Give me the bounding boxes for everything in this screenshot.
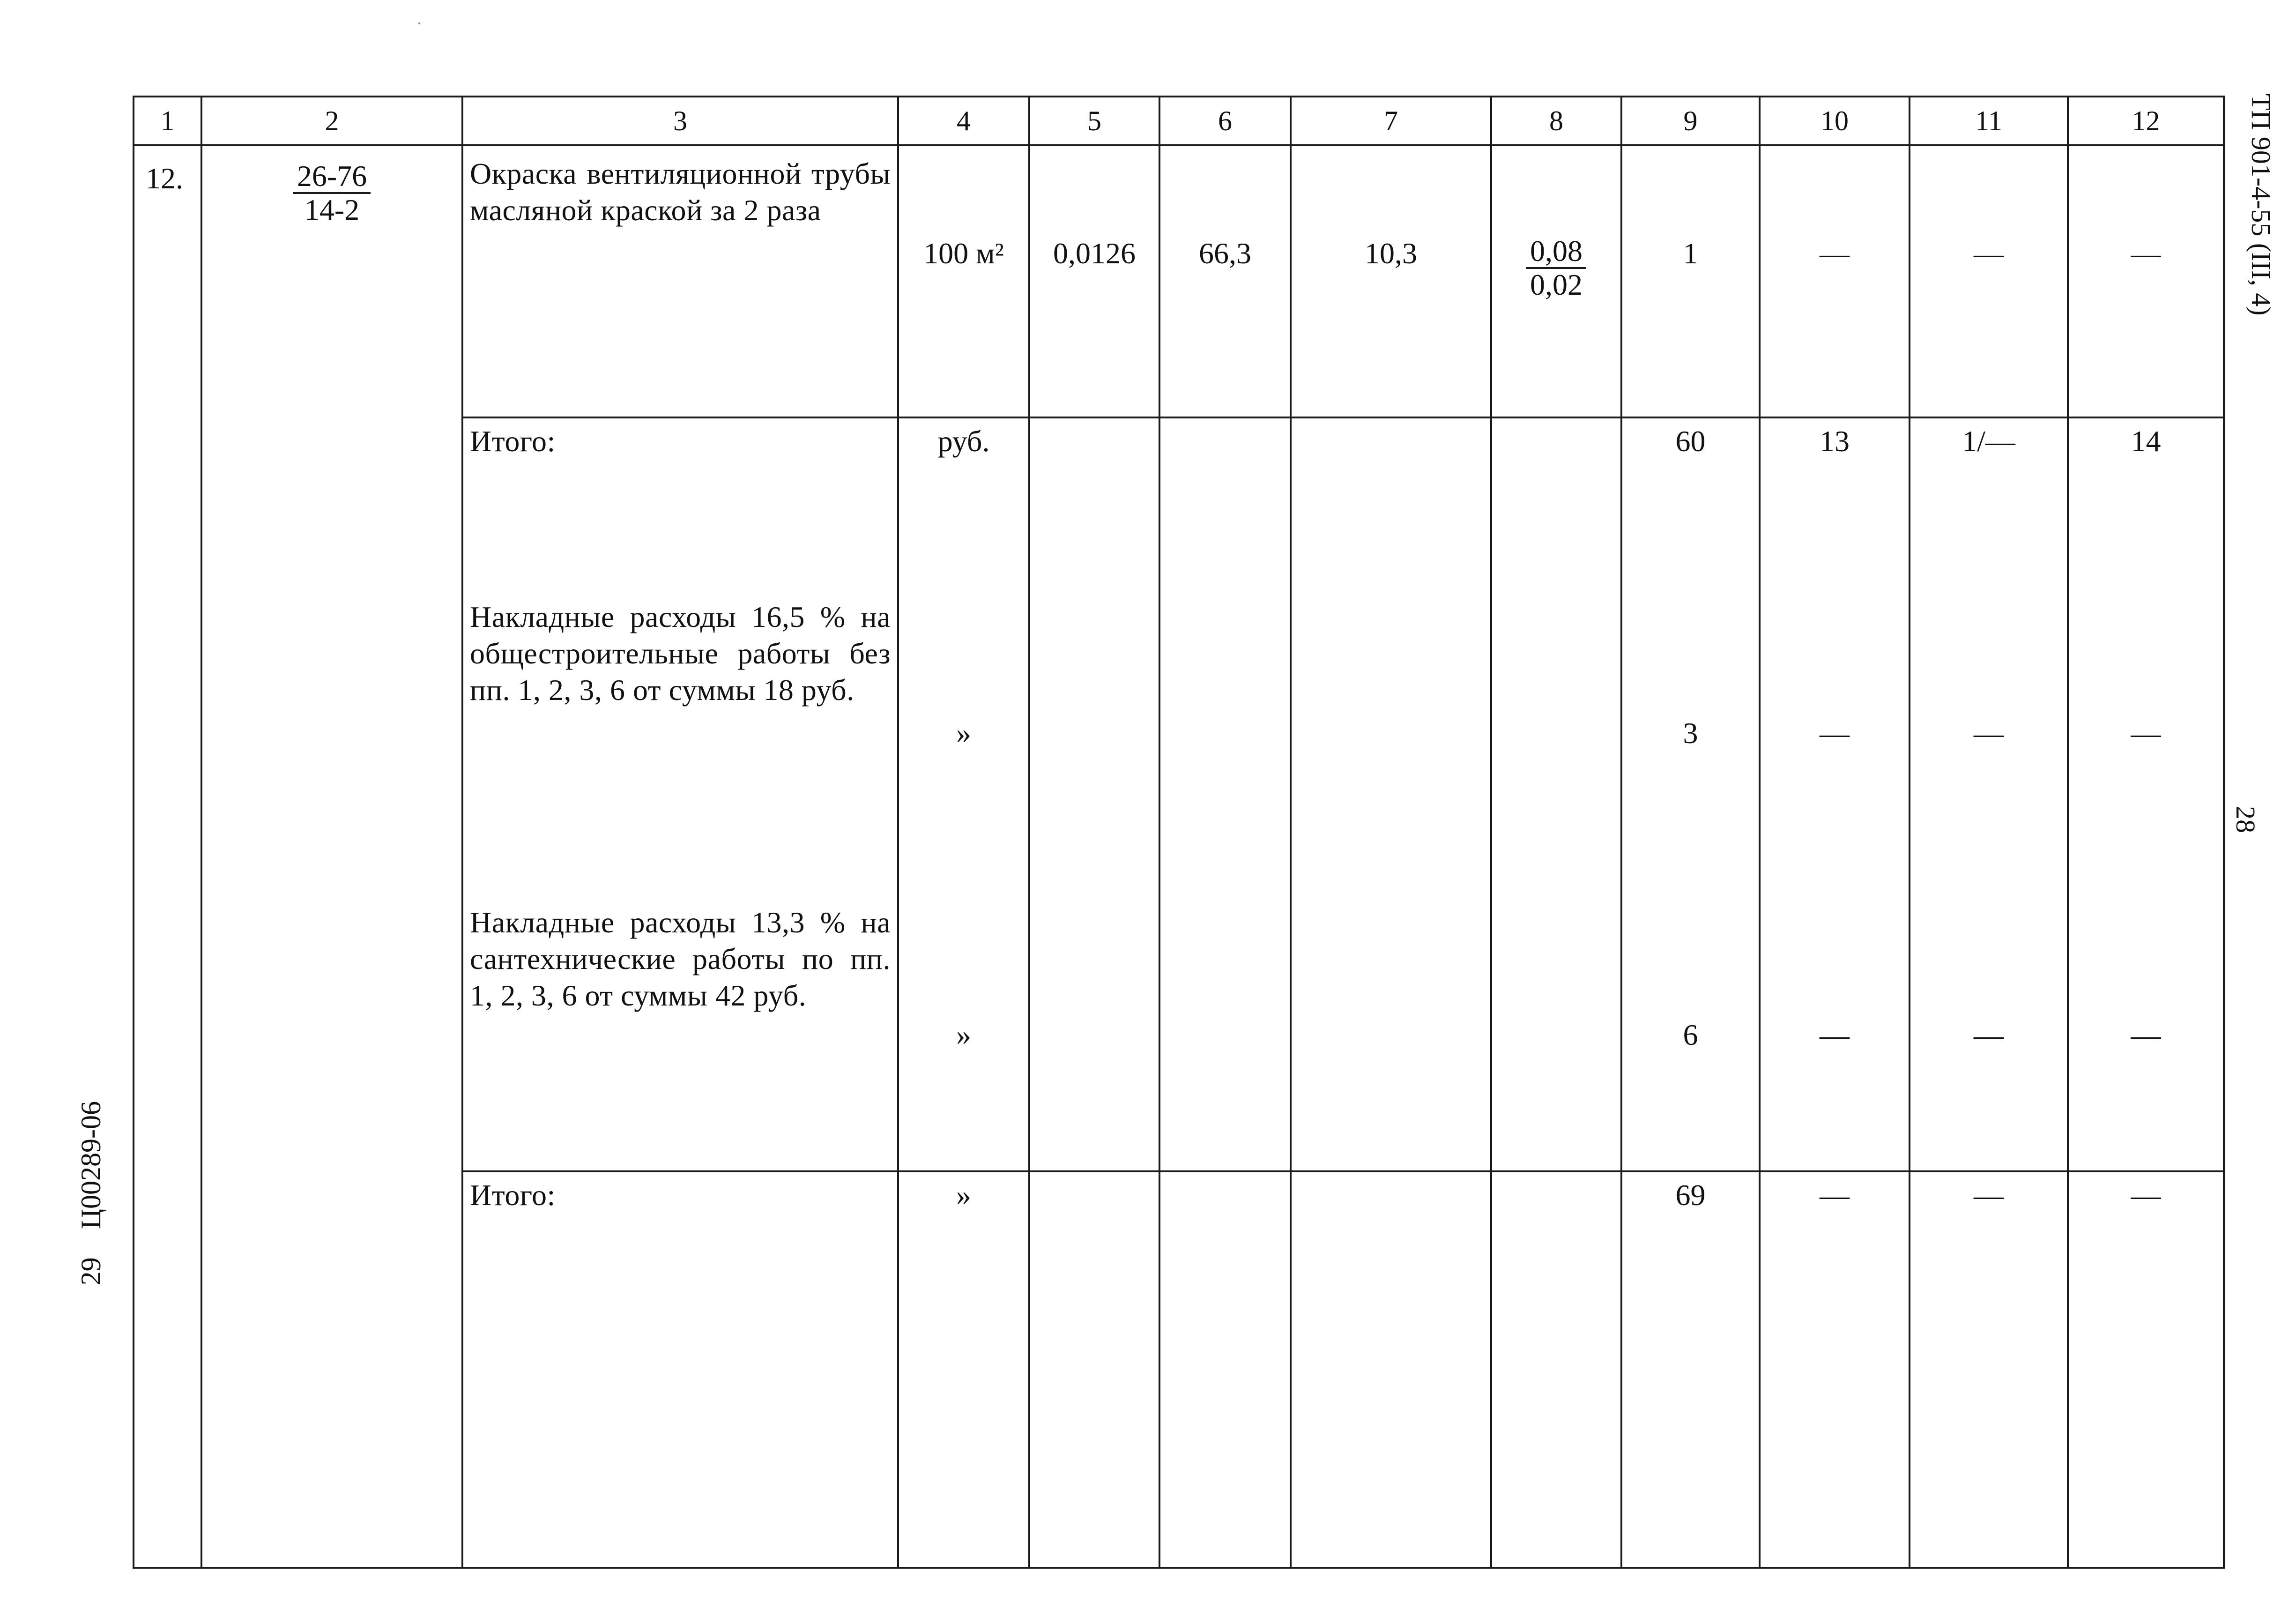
subtotal-col6 (1159, 417, 1291, 599)
col-header-7: 7 (1291, 97, 1491, 145)
item-col11: — (1910, 145, 2068, 417)
item-col7: 10,3 (1291, 145, 1491, 417)
overhead-general-col10: — (1760, 599, 1910, 904)
page-number-right: 28 (2230, 806, 2261, 833)
total-col8 (1491, 1171, 1621, 1568)
overhead-plumbing-col8 (1491, 904, 1621, 1172)
total-col12: — (2068, 1171, 2224, 1568)
row-number: 12. (134, 145, 201, 1568)
total-col7 (1291, 1171, 1491, 1568)
overhead-plumbing-col5 (1029, 904, 1159, 1172)
col-header-11: 11 (1910, 97, 2068, 145)
total-col11: — (1910, 1171, 2068, 1568)
col-header-5: 5 (1029, 97, 1159, 145)
overhead-plumbing-col12: — (2068, 904, 2224, 1172)
col-header-8: 8 (1491, 97, 1621, 145)
subtotal-unit: руб. (898, 417, 1029, 599)
subtotal-col12: 14 (2068, 417, 2224, 599)
item-col9: 1 (1621, 145, 1760, 417)
item-col8 (1491, 145, 1621, 417)
item-col8-fraction (1526, 235, 1586, 301)
overhead-plumbing-unit: » (898, 904, 1029, 1172)
scan-speck (418, 22, 420, 24)
item-col6: 66,3 (1159, 145, 1291, 417)
subtotal-col8 (1491, 417, 1621, 599)
col-header-12: 12 (2068, 97, 2224, 145)
rate-code (201, 145, 462, 1568)
overhead-general-col11: — (1910, 599, 2068, 904)
col-header-1: 1 (134, 97, 201, 145)
col-header-2: 2 (201, 97, 462, 145)
item-row (134, 145, 2224, 417)
overhead-general-col8 (1491, 599, 1621, 904)
total-col10: — (1760, 1171, 1910, 1568)
total-unit: » (898, 1171, 1029, 1568)
overhead-plumbing-col10: — (1760, 904, 1910, 1172)
subtotal-col7 (1291, 417, 1491, 599)
item-col8-top: 0,08 (1526, 235, 1586, 269)
overhead-general-col7 (1291, 599, 1491, 904)
col-header-10: 10 (1760, 97, 1910, 145)
left-code: Ц00289-06 (75, 1101, 106, 1229)
rate-code-fraction (293, 160, 371, 226)
item-col10: — (1760, 145, 1910, 417)
column-number-row (134, 97, 2224, 145)
overhead-general-unit: » (898, 599, 1029, 904)
item-col12: — (2068, 145, 2224, 417)
rate-code-bottom: 14-2 (304, 193, 360, 226)
col-header-3: 3 (462, 97, 898, 145)
col-header-4: 4 (898, 97, 1029, 145)
estimate-table (133, 96, 2225, 1569)
item-description: Окраска вентиляционной трубы масляной краской за 2 раза (462, 145, 898, 417)
page-number-left: 29 (75, 1257, 106, 1286)
overhead-plumbing-col9: 6 (1621, 904, 1760, 1172)
overhead-general-col5 (1029, 599, 1159, 904)
overhead-plumbing-col7 (1291, 904, 1491, 1172)
overhead-general-col9: 3 (1621, 599, 1760, 904)
total-col9: 69 (1621, 1171, 1760, 1568)
overhead-general-description: Накладные расходы 16,5 % на общестроительные работы без пп. 1, 2, 3, 6 от суммы 18 руб. (462, 599, 898, 904)
total-col5 (1029, 1171, 1159, 1568)
overhead-general-col12: — (2068, 599, 2224, 904)
subtotal-col11: 1/— (1910, 417, 2068, 599)
col-header-9: 9 (1621, 97, 1760, 145)
overhead-plumbing-col6 (1159, 904, 1291, 1172)
col-header-6: 6 (1159, 97, 1291, 145)
total-label: Итого: (462, 1171, 898, 1568)
overhead-plumbing-description: Накладные расходы 13,3 % на сантехнические работы по пп. 1, 2, 3, 6 от суммы 42 руб. (462, 904, 898, 1172)
subtotal-col5 (1029, 417, 1159, 599)
overhead-plumbing-col11: — (1910, 904, 2068, 1172)
total-col6 (1159, 1171, 1291, 1568)
document-code-left (75, 1101, 107, 1285)
item-unit: 100 м² (898, 145, 1029, 417)
subtotal-label: Итого: (462, 417, 898, 599)
document-code-right: ТП 901-4-55 (III, 4) (2246, 94, 2276, 316)
subtotal-col10: 13 (1760, 417, 1910, 599)
item-col8-bottom: 0,02 (1530, 268, 1583, 301)
overhead-general-col6 (1159, 599, 1291, 904)
rate-code-top: 26-76 (293, 160, 371, 194)
item-quantity: 0,0126 (1029, 145, 1159, 417)
subtotal-col9: 60 (1621, 417, 1760, 599)
